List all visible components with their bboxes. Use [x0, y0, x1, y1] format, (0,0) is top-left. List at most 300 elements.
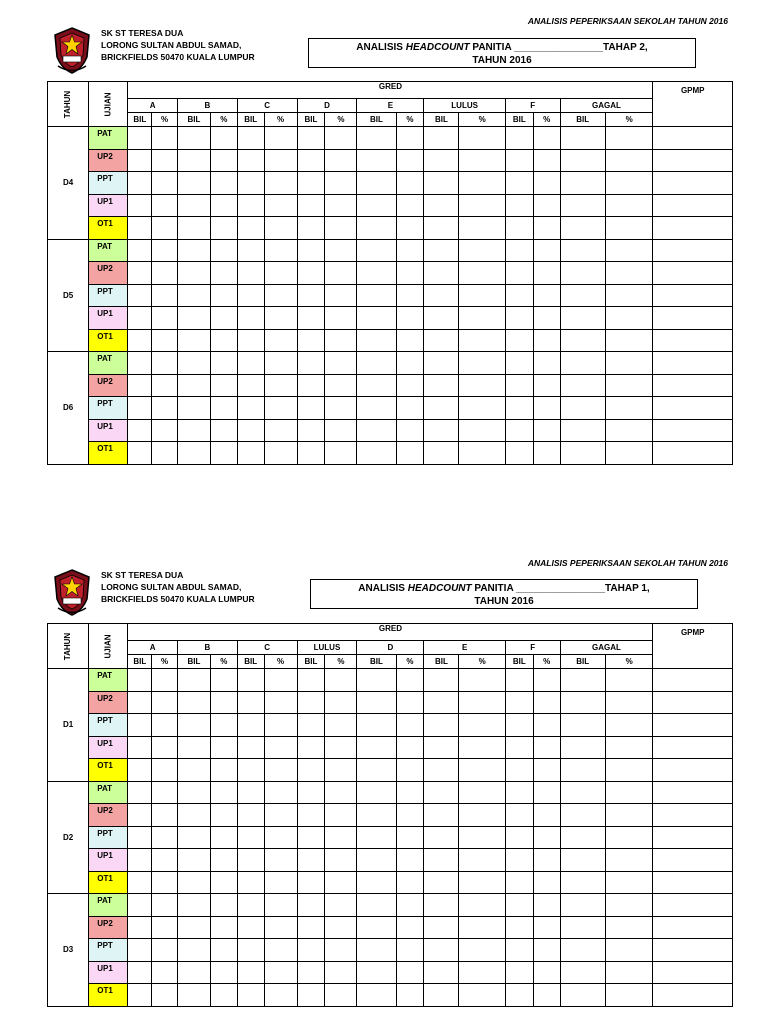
data-cell[interactable] [297, 239, 325, 262]
data-cell[interactable] [533, 239, 560, 262]
data-cell[interactable] [152, 329, 178, 352]
data-cell[interactable] [560, 352, 605, 375]
data-cell[interactable] [653, 329, 733, 352]
data-cell[interactable] [605, 352, 653, 375]
data-cell[interactable] [357, 149, 396, 172]
data-cell[interactable] [533, 804, 560, 827]
data-cell[interactable] [653, 804, 733, 827]
data-cell[interactable] [653, 172, 733, 195]
data-cell[interactable] [533, 284, 560, 307]
data-cell[interactable] [505, 127, 533, 150]
data-cell[interactable] [533, 397, 560, 420]
data-cell[interactable] [560, 239, 605, 262]
data-cell[interactable] [152, 239, 178, 262]
data-cell[interactable] [177, 419, 210, 442]
data-cell[interactable] [605, 397, 653, 420]
data-cell[interactable] [237, 284, 264, 307]
data-cell[interactable] [264, 714, 297, 737]
data-cell[interactable] [237, 352, 264, 375]
data-cell[interactable] [459, 307, 505, 330]
data-cell[interactable] [177, 804, 210, 827]
data-cell[interactable] [297, 127, 325, 150]
data-cell[interactable] [560, 691, 605, 714]
data-cell[interactable] [560, 172, 605, 195]
data-cell[interactable] [396, 669, 424, 692]
data-cell[interactable] [560, 804, 605, 827]
data-cell[interactable] [459, 442, 505, 465]
data-cell[interactable] [560, 442, 605, 465]
data-cell[interactable] [210, 849, 237, 872]
data-cell[interactable] [264, 961, 297, 984]
data-cell[interactable] [560, 419, 605, 442]
data-cell[interactable] [264, 194, 297, 217]
data-cell[interactable] [264, 826, 297, 849]
data-cell[interactable] [210, 307, 237, 330]
data-cell[interactable] [533, 984, 560, 1007]
data-cell[interactable] [357, 871, 396, 894]
data-cell[interactable] [459, 419, 505, 442]
data-cell[interactable] [605, 961, 653, 984]
data-cell[interactable] [325, 939, 357, 962]
data-cell[interactable] [264, 759, 297, 782]
data-cell[interactable] [396, 984, 424, 1007]
data-cell[interactable] [396, 172, 424, 195]
data-cell[interactable] [424, 284, 459, 307]
data-cell[interactable] [325, 217, 357, 240]
data-cell[interactable] [357, 217, 396, 240]
data-cell[interactable] [325, 781, 357, 804]
data-cell[interactable] [605, 804, 653, 827]
data-cell[interactable] [560, 194, 605, 217]
data-cell[interactable] [505, 894, 533, 917]
data-cell[interactable] [297, 894, 325, 917]
data-cell[interactable] [560, 849, 605, 872]
data-cell[interactable] [177, 984, 210, 1007]
data-cell[interactable] [424, 374, 459, 397]
data-cell[interactable] [177, 871, 210, 894]
data-cell[interactable] [177, 239, 210, 262]
data-cell[interactable] [264, 307, 297, 330]
data-cell[interactable] [325, 149, 357, 172]
data-cell[interactable] [605, 239, 653, 262]
data-cell[interactable] [237, 736, 264, 759]
data-cell[interactable] [264, 849, 297, 872]
data-cell[interactable] [533, 217, 560, 240]
data-cell[interactable] [459, 172, 505, 195]
data-cell[interactable] [297, 804, 325, 827]
data-cell[interactable] [396, 961, 424, 984]
data-cell[interactable] [653, 239, 733, 262]
data-cell[interactable] [653, 374, 733, 397]
data-cell[interactable] [424, 781, 459, 804]
data-cell[interactable] [210, 172, 237, 195]
data-cell[interactable] [533, 127, 560, 150]
data-cell[interactable] [505, 374, 533, 397]
data-cell[interactable] [210, 894, 237, 917]
data-cell[interactable] [653, 442, 733, 465]
data-cell[interactable] [357, 916, 396, 939]
data-cell[interactable] [459, 284, 505, 307]
data-cell[interactable] [560, 939, 605, 962]
data-cell[interactable] [424, 419, 459, 442]
data-cell[interactable] [396, 871, 424, 894]
data-cell[interactable] [396, 307, 424, 330]
data-cell[interactable] [264, 736, 297, 759]
data-cell[interactable] [560, 127, 605, 150]
data-cell[interactable] [237, 916, 264, 939]
data-cell[interactable] [653, 826, 733, 849]
data-cell[interactable] [653, 871, 733, 894]
data-cell[interactable] [325, 442, 357, 465]
data-cell[interactable] [533, 736, 560, 759]
data-cell[interactable] [237, 714, 264, 737]
data-cell[interactable] [424, 804, 459, 827]
data-cell[interactable] [653, 759, 733, 782]
data-cell[interactable] [177, 329, 210, 352]
data-cell[interactable] [459, 826, 505, 849]
data-cell[interactable] [560, 894, 605, 917]
data-cell[interactable] [152, 442, 178, 465]
data-cell[interactable] [128, 217, 152, 240]
data-cell[interactable] [325, 374, 357, 397]
data-cell[interactable] [210, 262, 237, 285]
data-cell[interactable] [357, 352, 396, 375]
data-cell[interactable] [237, 826, 264, 849]
data-cell[interactable] [533, 374, 560, 397]
data-cell[interactable] [653, 284, 733, 307]
data-cell[interactable] [152, 961, 178, 984]
data-cell[interactable] [459, 239, 505, 262]
data-cell[interactable] [128, 194, 152, 217]
data-cell[interactable] [297, 329, 325, 352]
data-cell[interactable] [177, 916, 210, 939]
data-cell[interactable] [297, 262, 325, 285]
data-cell[interactable] [152, 781, 178, 804]
data-cell[interactable] [177, 397, 210, 420]
data-cell[interactable] [505, 781, 533, 804]
data-cell[interactable] [264, 939, 297, 962]
data-cell[interactable] [264, 804, 297, 827]
data-cell[interactable] [505, 669, 533, 692]
data-cell[interactable] [128, 714, 152, 737]
data-cell[interactable] [237, 127, 264, 150]
data-cell[interactable] [357, 669, 396, 692]
data-cell[interactable] [533, 669, 560, 692]
data-cell[interactable] [396, 352, 424, 375]
data-cell[interactable] [505, 714, 533, 737]
data-cell[interactable] [357, 736, 396, 759]
data-cell[interactable] [605, 781, 653, 804]
data-cell[interactable] [210, 149, 237, 172]
data-cell[interactable] [653, 894, 733, 917]
data-cell[interactable] [605, 149, 653, 172]
data-cell[interactable] [210, 781, 237, 804]
data-cell[interactable] [605, 714, 653, 737]
data-cell[interactable] [357, 781, 396, 804]
data-cell[interactable] [605, 307, 653, 330]
data-cell[interactable] [210, 374, 237, 397]
data-cell[interactable] [152, 691, 178, 714]
data-cell[interactable] [533, 262, 560, 285]
data-cell[interactable] [128, 849, 152, 872]
data-cell[interactable] [653, 849, 733, 872]
data-cell[interactable] [357, 939, 396, 962]
data-cell[interactable] [560, 736, 605, 759]
data-cell[interactable] [128, 939, 152, 962]
data-cell[interactable] [152, 284, 178, 307]
data-cell[interactable] [237, 849, 264, 872]
data-cell[interactable] [505, 984, 533, 1007]
data-cell[interactable] [264, 284, 297, 307]
data-cell[interactable] [297, 194, 325, 217]
data-cell[interactable] [177, 262, 210, 285]
data-cell[interactable] [396, 239, 424, 262]
data-cell[interactable] [424, 984, 459, 1007]
data-cell[interactable] [533, 871, 560, 894]
data-cell[interactable] [505, 284, 533, 307]
data-cell[interactable] [396, 759, 424, 782]
data-cell[interactable] [560, 961, 605, 984]
data-cell[interactable] [396, 329, 424, 352]
data-cell[interactable] [560, 781, 605, 804]
data-cell[interactable] [152, 307, 178, 330]
data-cell[interactable] [152, 149, 178, 172]
data-cell[interactable] [128, 149, 152, 172]
data-cell[interactable] [560, 871, 605, 894]
data-cell[interactable] [297, 284, 325, 307]
data-cell[interactable] [459, 961, 505, 984]
data-cell[interactable] [357, 194, 396, 217]
data-cell[interactable] [459, 329, 505, 352]
data-cell[interactable] [505, 307, 533, 330]
data-cell[interactable] [325, 419, 357, 442]
data-cell[interactable] [128, 984, 152, 1007]
data-cell[interactable] [325, 984, 357, 1007]
data-cell[interactable] [605, 894, 653, 917]
data-cell[interactable] [357, 284, 396, 307]
data-cell[interactable] [653, 736, 733, 759]
data-cell[interactable] [210, 984, 237, 1007]
data-cell[interactable] [325, 329, 357, 352]
data-cell[interactable] [424, 736, 459, 759]
data-cell[interactable] [210, 329, 237, 352]
data-cell[interactable] [177, 172, 210, 195]
data-cell[interactable] [264, 149, 297, 172]
data-cell[interactable] [605, 759, 653, 782]
data-cell[interactable] [424, 194, 459, 217]
data-cell[interactable] [560, 217, 605, 240]
data-cell[interactable] [459, 149, 505, 172]
data-cell[interactable] [152, 217, 178, 240]
data-cell[interactable] [459, 374, 505, 397]
data-cell[interactable] [210, 397, 237, 420]
data-cell[interactable] [177, 759, 210, 782]
data-cell[interactable] [297, 984, 325, 1007]
data-cell[interactable] [325, 194, 357, 217]
data-cell[interactable] [424, 714, 459, 737]
data-cell[interactable] [210, 871, 237, 894]
data-cell[interactable] [297, 961, 325, 984]
data-cell[interactable] [653, 961, 733, 984]
data-cell[interactable] [177, 442, 210, 465]
data-cell[interactable] [605, 374, 653, 397]
data-cell[interactable] [357, 961, 396, 984]
data-cell[interactable] [505, 352, 533, 375]
data-cell[interactable] [210, 736, 237, 759]
data-cell[interactable] [459, 127, 505, 150]
data-cell[interactable] [237, 871, 264, 894]
data-cell[interactable] [177, 826, 210, 849]
data-cell[interactable] [533, 939, 560, 962]
data-cell[interactable] [505, 849, 533, 872]
data-cell[interactable] [424, 217, 459, 240]
data-cell[interactable] [396, 217, 424, 240]
data-cell[interactable] [424, 172, 459, 195]
data-cell[interactable] [264, 262, 297, 285]
data-cell[interactable] [152, 352, 178, 375]
data-cell[interactable] [357, 691, 396, 714]
data-cell[interactable] [325, 871, 357, 894]
data-cell[interactable] [459, 939, 505, 962]
data-cell[interactable] [152, 714, 178, 737]
data-cell[interactable] [128, 916, 152, 939]
data-cell[interactable] [210, 669, 237, 692]
data-cell[interactable] [297, 849, 325, 872]
data-cell[interactable] [297, 172, 325, 195]
data-cell[interactable] [264, 669, 297, 692]
data-cell[interactable] [297, 374, 325, 397]
data-cell[interactable] [533, 419, 560, 442]
data-cell[interactable] [357, 804, 396, 827]
data-cell[interactable] [459, 669, 505, 692]
data-cell[interactable] [152, 419, 178, 442]
data-cell[interactable] [210, 217, 237, 240]
data-cell[interactable] [396, 916, 424, 939]
data-cell[interactable] [605, 984, 653, 1007]
data-cell[interactable] [424, 329, 459, 352]
data-cell[interactable] [237, 217, 264, 240]
data-cell[interactable] [459, 849, 505, 872]
data-cell[interactable] [128, 961, 152, 984]
data-cell[interactable] [560, 397, 605, 420]
data-cell[interactable] [653, 916, 733, 939]
data-cell[interactable] [560, 374, 605, 397]
data-cell[interactable] [533, 714, 560, 737]
data-cell[interactable] [505, 329, 533, 352]
data-cell[interactable] [505, 759, 533, 782]
data-cell[interactable] [533, 307, 560, 330]
data-cell[interactable] [424, 961, 459, 984]
data-cell[interactable] [653, 307, 733, 330]
data-cell[interactable] [128, 284, 152, 307]
data-cell[interactable] [396, 826, 424, 849]
data-cell[interactable] [424, 127, 459, 150]
data-cell[interactable] [533, 849, 560, 872]
data-cell[interactable] [533, 916, 560, 939]
data-cell[interactable] [325, 826, 357, 849]
data-cell[interactable] [128, 442, 152, 465]
data-cell[interactable] [560, 149, 605, 172]
data-cell[interactable] [357, 307, 396, 330]
data-cell[interactable] [210, 961, 237, 984]
data-cell[interactable] [297, 669, 325, 692]
data-cell[interactable] [152, 984, 178, 1007]
data-cell[interactable] [325, 127, 357, 150]
data-cell[interactable] [264, 442, 297, 465]
data-cell[interactable] [264, 239, 297, 262]
data-cell[interactable] [297, 442, 325, 465]
data-cell[interactable] [396, 442, 424, 465]
data-cell[interactable] [177, 781, 210, 804]
data-cell[interactable] [605, 172, 653, 195]
data-cell[interactable] [297, 714, 325, 737]
data-cell[interactable] [264, 217, 297, 240]
data-cell[interactable] [177, 939, 210, 962]
data-cell[interactable] [237, 419, 264, 442]
data-cell[interactable] [605, 691, 653, 714]
data-cell[interactable] [237, 442, 264, 465]
data-cell[interactable] [325, 894, 357, 917]
data-cell[interactable] [325, 352, 357, 375]
data-cell[interactable] [396, 284, 424, 307]
data-cell[interactable] [128, 826, 152, 849]
data-cell[interactable] [459, 916, 505, 939]
data-cell[interactable] [264, 352, 297, 375]
data-cell[interactable] [325, 307, 357, 330]
data-cell[interactable] [396, 939, 424, 962]
data-cell[interactable] [459, 352, 505, 375]
data-cell[interactable] [357, 329, 396, 352]
data-cell[interactable] [396, 894, 424, 917]
data-cell[interactable] [533, 442, 560, 465]
data-cell[interactable] [459, 397, 505, 420]
data-cell[interactable] [560, 262, 605, 285]
data-cell[interactable] [128, 397, 152, 420]
data-cell[interactable] [560, 826, 605, 849]
data-cell[interactable] [128, 374, 152, 397]
data-cell[interactable] [357, 849, 396, 872]
data-cell[interactable] [424, 307, 459, 330]
data-cell[interactable] [357, 894, 396, 917]
data-cell[interactable] [210, 714, 237, 737]
data-cell[interactable] [605, 669, 653, 692]
data-cell[interactable] [237, 939, 264, 962]
data-cell[interactable] [128, 871, 152, 894]
data-cell[interactable] [325, 172, 357, 195]
data-cell[interactable] [325, 691, 357, 714]
data-cell[interactable] [297, 939, 325, 962]
data-cell[interactable] [505, 939, 533, 962]
data-cell[interactable] [177, 691, 210, 714]
data-cell[interactable] [533, 329, 560, 352]
data-cell[interactable] [424, 669, 459, 692]
data-cell[interactable] [505, 691, 533, 714]
data-cell[interactable] [152, 172, 178, 195]
data-cell[interactable] [177, 669, 210, 692]
data-cell[interactable] [237, 759, 264, 782]
data-cell[interactable] [152, 397, 178, 420]
data-cell[interactable] [177, 961, 210, 984]
data-cell[interactable] [297, 871, 325, 894]
data-cell[interactable] [533, 961, 560, 984]
data-cell[interactable] [210, 419, 237, 442]
data-cell[interactable] [325, 961, 357, 984]
data-cell[interactable] [177, 714, 210, 737]
data-cell[interactable] [605, 916, 653, 939]
data-cell[interactable] [210, 239, 237, 262]
data-cell[interactable] [653, 691, 733, 714]
data-cell[interactable] [177, 894, 210, 917]
